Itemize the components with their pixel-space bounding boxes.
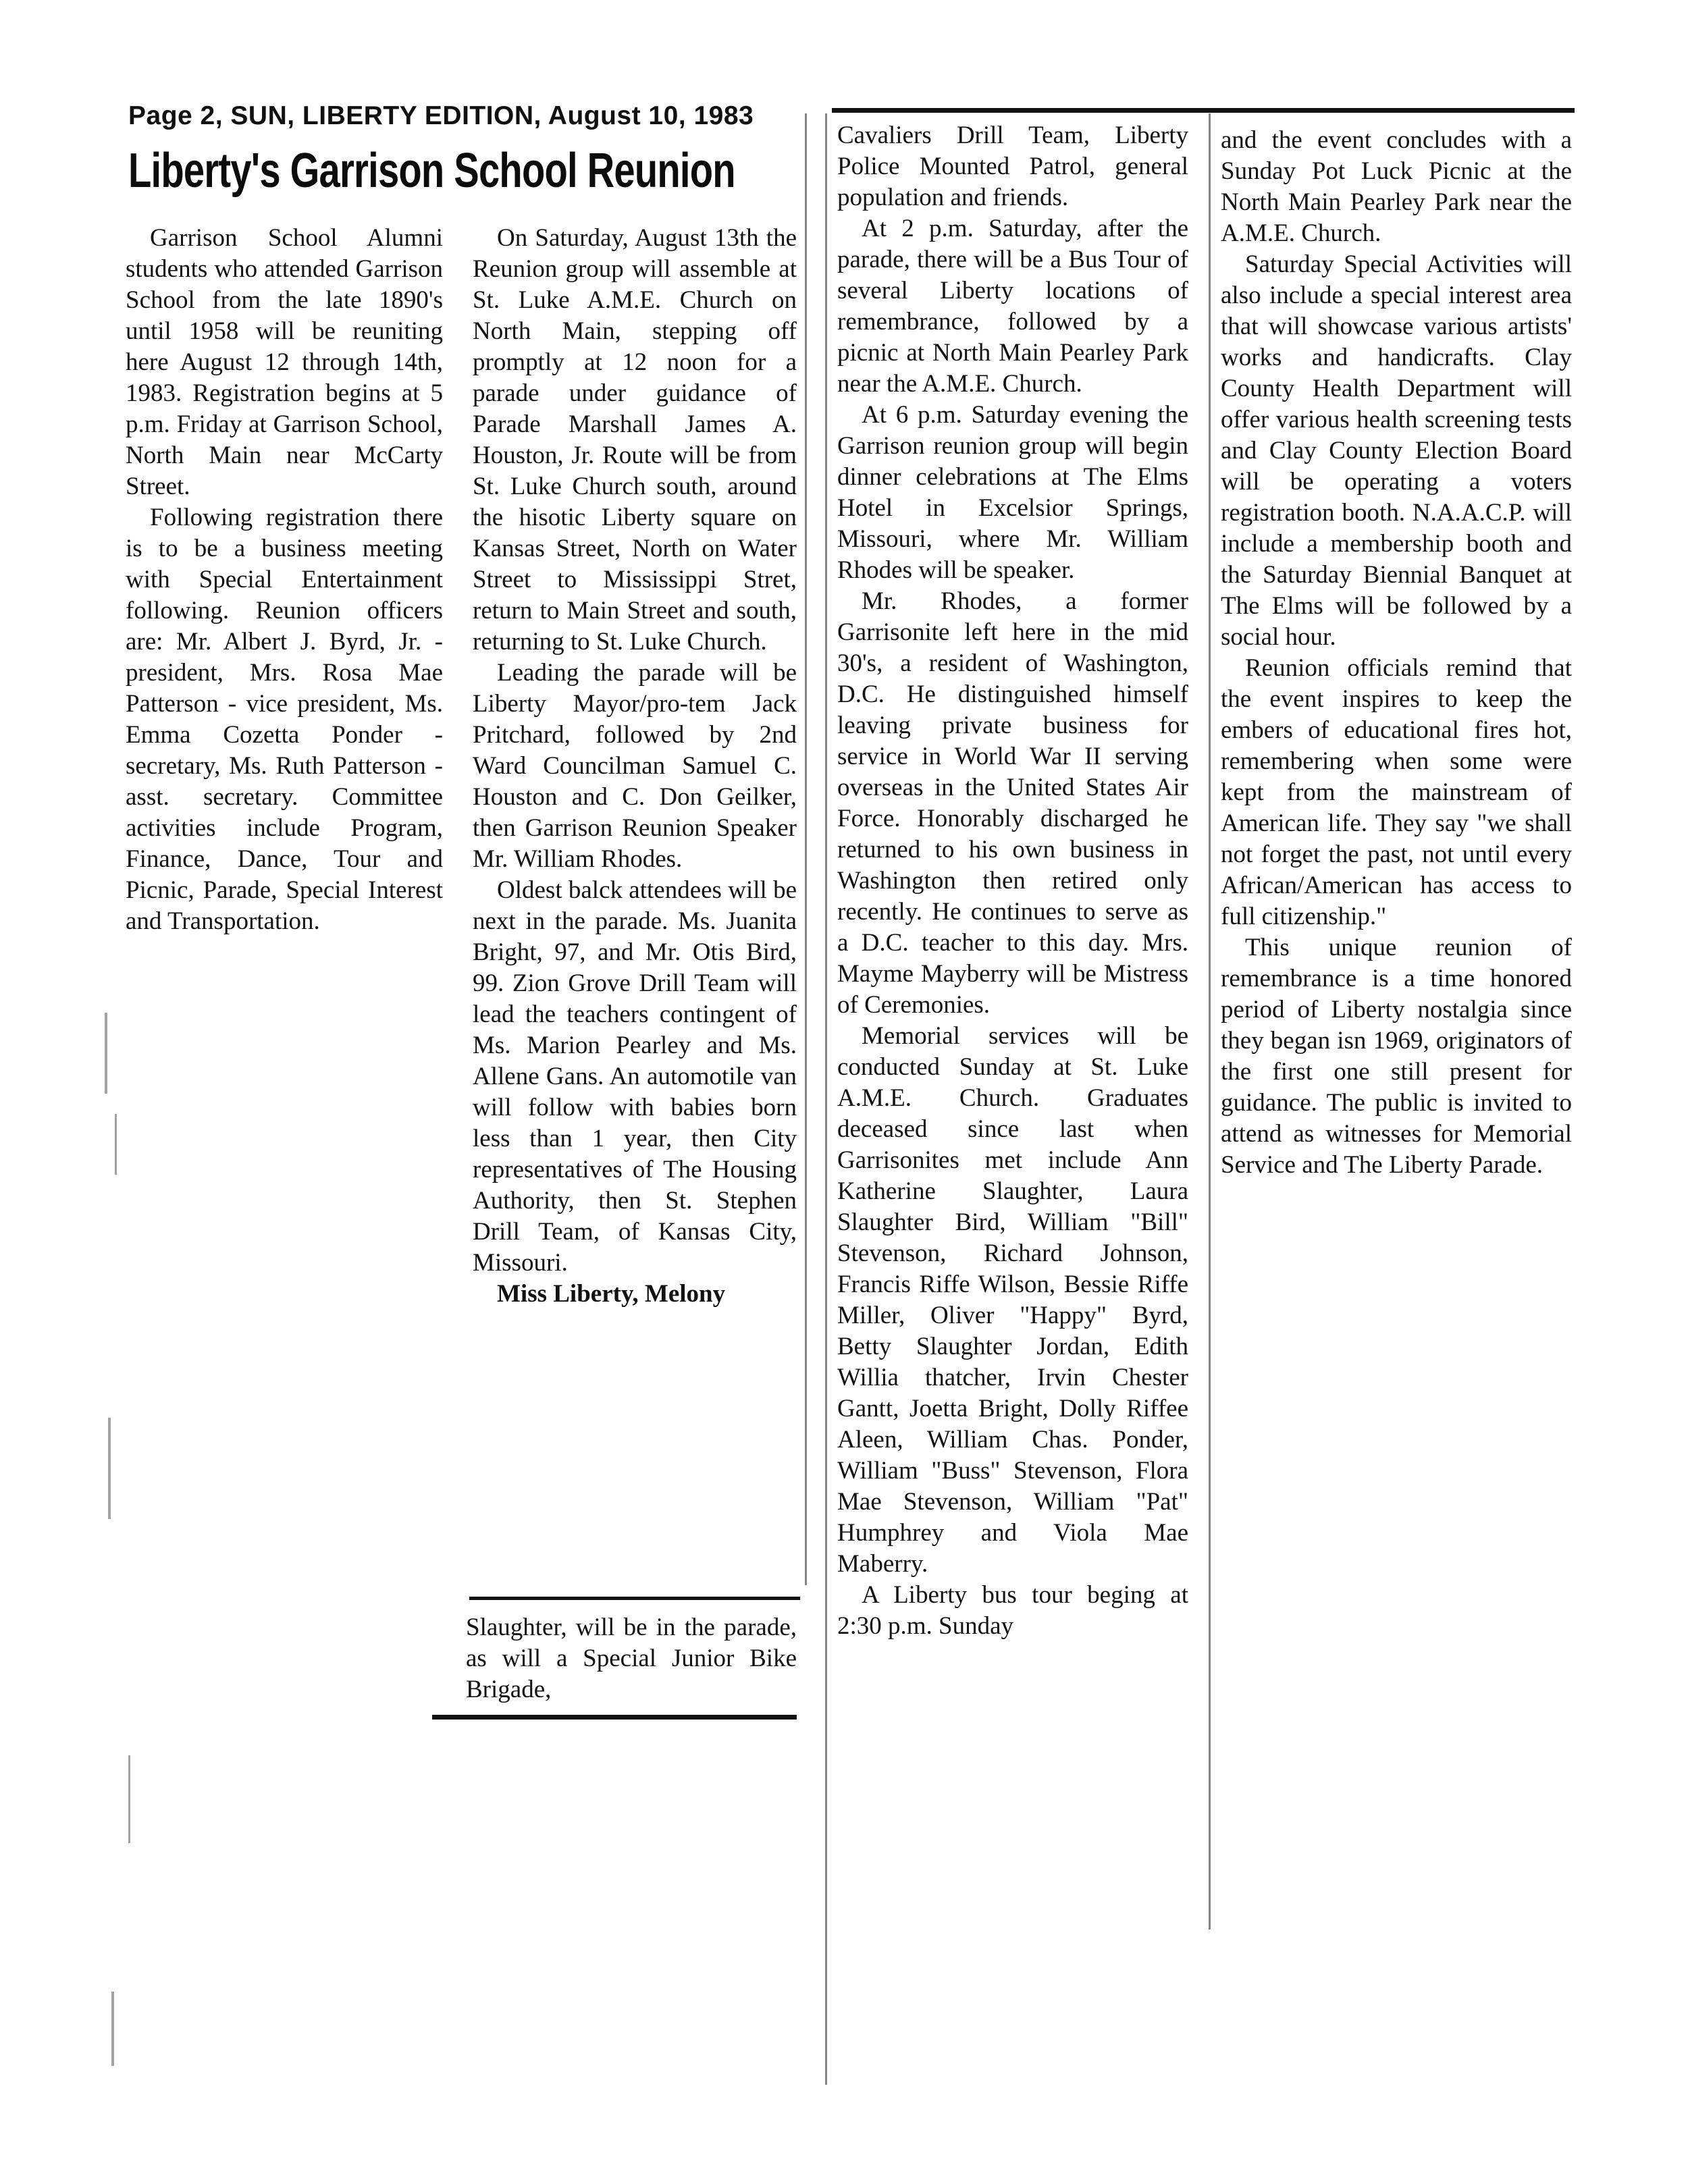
- column-divider-3: [1209, 113, 1211, 1929]
- paragraph: Mr. Rhodes, a former Garrisonite left here in the mid 30's, a resident of Washington, D.C. He distinguished himself leaving private business for service in World War II serving overseas in the United States Air Force. Honorably discharged he returned to his own business in Washington then retired only recently. He continues to serve as a D.C. teacher to this day. Mrs. Mayme Mayberry will be Mistress of Ceremonies.: [837, 587, 1188, 1019]
- paragraph: and the event concludes with a Sunday Pot Luck Picnic at the North Main Pearley Park near the A.M.E. Church.: [1221, 126, 1572, 247]
- paragraph: Leading the parade will be Liberty Mayor/pro-tem Jack Pritchard, followed by 2nd Ward Councilman Samuel C. Houston and C. Don Geilker, then Garrison Reunion Speaker Mr. William Rhodes.: [473, 659, 797, 873]
- paragraph: At 6 p.m. Saturday evening the Garrison reunion group will begin dinner celebrations at The Elms Hotel in Excelsior Springs, Missouri, where Mr. William Rhodes will be speaker.: [837, 401, 1188, 584]
- paragraph: A Liberty bus tour beging at 2:30 p.m. Sunday: [837, 1581, 1188, 1640]
- paragraph: Miss Liberty, Melony: [497, 1280, 726, 1308]
- paragraph: Saturday Special Activities will also include a special interest area that will showcase various artists' works and handicrafts. Clay County Health Department will offer various health screening tests and Clay County Election Board will be operating a voters registration booth. N.A.A.C.P. will include a membership booth and the Saturday Biennial Banquet at The Elms will be followed by a social hour.: [1221, 250, 1572, 651]
- paragraph: Slaughter, will be in the parade, as will a Special Junior Bike Brigade,: [466, 1614, 797, 1703]
- continuation-rule-top: [469, 1597, 800, 1600]
- column-divider-1: [805, 113, 807, 1585]
- column-divider-2: [825, 113, 827, 2085]
- paragraph: Cavaliers Drill Team, Liberty Police Mounted Patrol, general population and friends.: [837, 122, 1188, 211]
- scan-mark: [105, 1013, 107, 1094]
- paragraph: Memorial services will be conducted Sunday at St. Luke A.M.E. Church. Graduates deceased since last when Garrisonites met include Ann Katherine Slaughter, Laura Slaughter Bird, William "Bill" Stevenson, Richard Johnson, Francis Riffe Wilson, Bessie Riffe Miller, Oliver "Happy" Byrd, Betty Slaughter Jordan, Edith Willia thatcher, Irvin Chester Gantt, Joetta Bright, Dolly Riffee Aleen, William Chas. Ponder, William "Buss" Stevenson, Flora Mae Stevenson, William "Pat" Humphrey and Viola Mae Maberry.: [837, 1022, 1188, 1578]
- article-column-1: [126, 223, 443, 937]
- article-column-2: [473, 223, 797, 1310]
- paragraph: Reunion officials remind that the event inspires to keep the embers of educational fires hot, remembering when some were kept from the mainstream of American life. They say "we shall not forget the past, not until every African/American has access to full citizenship.": [1221, 654, 1572, 930]
- continuation-rule-bottom: [432, 1715, 797, 1720]
- paragraph: Garrison School Alumni students who attended Garrison School from the late 1890's until 1958 will be reuniting here August 12 through 14th, 1983. Registration begins at 5 p.m. Friday at Garrison School, North Main near McCarty Street.: [126, 224, 443, 500]
- paragraph: Following registration there is to be a business meeting with Special Entertainment following. Reunion officers are: Mr. Albert J. Byrd, Jr. - president, Mrs. Rosa Mae Patterson - vice president, Ms. Emma Cozetta Ponder - secretary, Ms. Ruth Patterson - asst. secretary. Committee activities include Program, Finance, Dance, Tour and Picnic, Parade, Special Interest and Transportation.: [126, 504, 443, 935]
- scan-mark: [111, 1992, 114, 2066]
- paragraph: This unique reunion of remembrance is a time honored period of Liberty nostalgia since they began isn 1969, originators of the first one still present for guidance. The public is invited to attend as witnesses for Memorial Service and The Liberty Parade.: [1221, 934, 1572, 1179]
- paragraph: On Saturday, August 13th the Reunion group will assemble at St. Luke A.M.E. Church on North Main, stepping off promptly at 12 noon for a parade under guidance of Parade Marshall James A. Houston, Jr. Route will be from St. Luke Church south, around the hisotic Liberty square on Kansas Street, North on Water Street to Mississippi Stret, return to Main Street and south, returning to St. Luke Church.: [473, 224, 797, 656]
- paragraph: Oldest balck attendees will be next in the parade. Ms. Juanita Bright, 97, and Mr. Otis Bird, 99. Zion Grove Drill Team will lead the teachers contingent of Ms. Marion Pearley and Ms. Allene Gans. An automotile van will follow with babies born less than 1 year, then City representatives of The Housing Authority, then St. Stephen Drill Team, of Kansas City, Missouri.: [473, 876, 797, 1277]
- article-column-4: [1221, 125, 1572, 1181]
- scan-mark: [115, 1114, 117, 1175]
- scan-mark: [128, 1755, 130, 1843]
- article-column-2-continuation: [466, 1612, 797, 1705]
- headline: Liberty's Garrison School Reunion: [128, 144, 735, 198]
- article-column-3: [837, 120, 1188, 1642]
- scan-mark: [108, 1418, 111, 1519]
- dateline: Page 2, SUN, LIBERTY EDITION, August 10, 1983: [128, 101, 754, 130]
- column3-top-rule: [832, 108, 1575, 113]
- paragraph: At 2 p.m. Saturday, after the parade, there will be a Bus Tour of several Liberty locations of remembrance, followed by a picnic at North Main Pearley Park near the A.M.E. Church.: [837, 215, 1188, 398]
